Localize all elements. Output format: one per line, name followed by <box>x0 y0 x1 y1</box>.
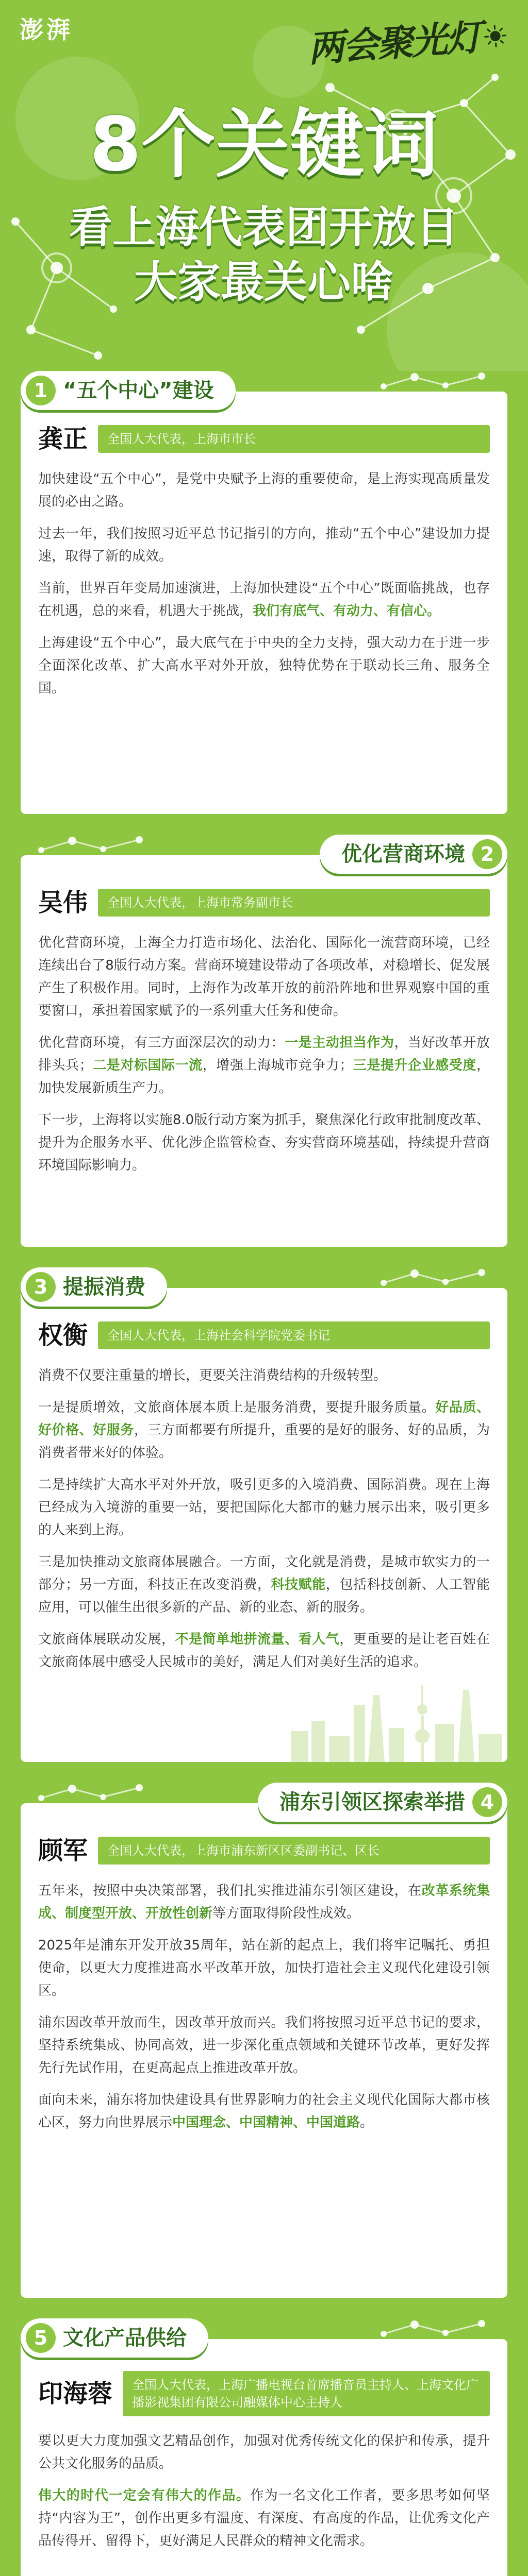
keyword-sections <box>0 371 528 2576</box>
skyline-buildings <box>291 1685 502 1762</box>
quote-paragraph <box>38 1934 490 2002</box>
quote-paragraph <box>38 522 490 568</box>
section-tab <box>258 1783 507 1822</box>
quote-paragraph <box>38 577 490 622</box>
speaker-name: 印海蓉 <box>38 2379 113 2408</box>
quote-paragraph <box>38 1031 490 1099</box>
quote-text: 要以更大力度加强文艺精品创作，加强对优秀传统文化的保护和传承，提升公共文化服务的品质。 <box>38 2433 490 2471</box>
quote-text: 等方面取得阶段性成效。 <box>212 1906 360 1921</box>
node-cluster-decoration <box>378 372 492 392</box>
quote-paragraph <box>38 2011 490 2079</box>
quote-text: 过去一年，我们按照习近平总书记指引的方向，推动“五个中心”建设加力提速，取得了新的成效。 <box>38 526 490 564</box>
quote-text: 下一步，上海将以实施8.0版行动方案为抓手，聚焦深化行政审批制度改革、提升为企服务水平、优化涉企监管检查、夯实营商环境基础，持续提升营商环境国际影响力。 <box>38 1112 490 1173</box>
quote-highlight: 科技赋能 <box>271 1577 326 1592</box>
section-number: 4 <box>472 1787 502 1817</box>
section-title: 浦东引领区探索举措 <box>279 1790 465 1814</box>
quote-highlight: 不是简单地拼流量、看人气 <box>175 1632 340 1647</box>
quote-text: 一是提质增效，文旅商体展本质上是服务消费，要提升服务质量。 <box>38 1400 436 1415</box>
speaker-name: 龚正 <box>38 425 88 453</box>
quote-highlight: 二是对标国际一流 <box>92 1058 203 1073</box>
keyword-section-5 <box>0 2318 528 2576</box>
node-dots <box>381 2320 485 2337</box>
quote-text: 三是加快推动文旅商体展融合。一方面，文化就是消费，是城市软实力的一部分；另一方面，科技正在改变消费， <box>38 1554 490 1592</box>
quote-text: 优化营商环境，有三方面深层次的动力： <box>38 1035 285 1050</box>
quote-paragraph <box>38 1879 490 1925</box>
quote-text: 文旅商体展联动发展， <box>38 1632 175 1647</box>
quote-text: 上海建设“五个中心”，最大底气在于中央的全力支持，强大动力在于进一步全面深化改革、扩大高水平对外开放，独特优势在于联动长三角、服务全国。 <box>38 635 490 696</box>
quote-highlight: 改革系统集成、制度型开放、开放性创新 <box>38 1883 490 1921</box>
quote-highlight: 伟大的时代一定会有伟大的作品。 <box>38 2488 251 2503</box>
speaker-name: 吴伟 <box>38 888 88 917</box>
speaker-role: 全国人大代表，上海市市长 <box>98 425 490 453</box>
quote-text: ，包括科技创新、人工智能应用，可以催生出很多新的产品、新的业态、新的服务。 <box>38 1577 490 1615</box>
quote-paragraph <box>38 1364 490 1387</box>
node-links <box>384 376 482 386</box>
speaker <box>38 2371 490 2416</box>
node-dots <box>381 372 485 389</box>
section-panel <box>21 2339 507 2576</box>
node-dots <box>381 1269 485 1286</box>
node-links <box>41 1788 139 1798</box>
quote-text: 作为一名文化工作者，要多思考如何坚持“内容为王”，创作出更多有温度、有深度、有高度的作品，让优秀文化产品传得开、留得下，更好满足人民群众的精神文化需求。 <box>38 2488 490 2549</box>
speaker <box>38 1320 490 1351</box>
node-cluster-decoration <box>378 2319 492 2339</box>
keyword-section-1 <box>0 371 528 835</box>
quote-text: ，增强上海城市竞争力； <box>202 1058 353 1073</box>
brand-logo: 澎湃 <box>20 16 73 44</box>
quote-paragraph <box>38 2430 490 2475</box>
quote-text: 2025年是浦东开发开放35周年，站在新的起点上，我们将牢记嘱托、勇担使命，以更大力度推进高水平改革开放，加快打造社会主义现代化建设引领区。 <box>38 1938 490 1998</box>
section-number: 3 <box>26 1272 56 1302</box>
node-links <box>384 1273 482 1283</box>
node-dots <box>38 836 143 853</box>
section-panel <box>21 1288 507 1762</box>
subtitle-line-1: 看上海代表团开放日 <box>69 202 459 252</box>
quote-paragraph <box>38 2484 490 2552</box>
quote-text: 优化营商环境，上海全力打造市场化、法治化、国际化一流营商环境，已经连续出台了8版行动方案。营商环境建设带动了各项改革，对稳增长、促发展产生了积极作用。同时，上海作为改革开放的前沿阵地和世界观察中国的重要窗口，承担着国家赋予的一系列重大任务和使命。 <box>38 935 490 1019</box>
quote-text: 面向未来，浦东将加快建设具有世界影响力的社会主义现代化国际大都市核心区，努力向世界展示 <box>38 2092 490 2130</box>
quote-text: 当前，世界百年变局加速演进，上海加快建设“五个中心”既面临挑战，也存在机遇，总的来看，机遇大于挑战， <box>38 581 490 619</box>
header <box>0 0 528 371</box>
quote-paragraph <box>38 1628 490 1673</box>
quote-paragraph <box>38 632 490 700</box>
section-title: 优化营商环境 <box>341 842 465 866</box>
quote-paragraph <box>38 2089 490 2134</box>
quote-highlight: 中国理念、中国精神、中国道路 <box>172 2115 360 2130</box>
quote-paragraph <box>38 468 490 513</box>
speaker-name: 权衡 <box>38 1321 88 1350</box>
quote-paragraph <box>38 1551 490 1619</box>
section-tab <box>21 2318 208 2358</box>
section-tab <box>21 1267 167 1307</box>
speaker <box>38 423 490 454</box>
quote-text: 。 <box>360 2115 374 2130</box>
quote-paragraph <box>38 1473 490 1541</box>
speaker <box>38 887 490 918</box>
quote-paragraph <box>38 931 490 1022</box>
node-links <box>41 840 139 850</box>
keyword-section-4 <box>0 1783 528 2318</box>
speaker-role: 全国人大代表，上海广播电视台首席播音员主持人、上海文化广播影视集团有限公司融媒体中心主持人 <box>123 2371 490 2416</box>
node-cluster-decoration <box>36 836 150 855</box>
node-cluster-decoration <box>378 1268 492 1288</box>
speaker-role: 全国人大代表，上海市常务副市长 <box>98 889 490 917</box>
quote-text: 加快建设“五个中心”，是党中央赋予上海的重要使命，是上海实现高质量发展的必由之路。 <box>38 471 490 510</box>
quote-text: 五年来，按照中央决策部署，我们扎实推进浦东引领区建设，在 <box>38 1883 422 1899</box>
quote-text: ，加快发展新质生产力。 <box>38 1058 490 1096</box>
speaker-role: 全国人大代表，上海市浦东新区区委副书记、区长 <box>98 1837 490 1865</box>
section-panel <box>21 855 507 1247</box>
section-number: 1 <box>26 376 56 405</box>
quote-text: 消费不仅要注重量的增长，更要关注消费结构的升级转型。 <box>38 1368 387 1383</box>
section-panel <box>21 1803 507 2298</box>
speaker-role: 全国人大代表，上海社会科学院党委书记 <box>98 1321 490 1349</box>
quote-highlight: 好品质、好价格、好服务 <box>38 1400 490 1438</box>
quote-text: 浦东因改革开放而生，因改革开放而兴。我们将按照习近平总书记的要求，坚持系统集成、协同高效，进一步深化重点领域和关键环节改革，更好发挥先行先试作用，在更高起点上推进改革开放。 <box>38 2015 490 2076</box>
keyword-section-3 <box>0 1267 528 1783</box>
quote-highlight: 一是主动担当作为 <box>285 1035 394 1050</box>
section-tab <box>21 371 236 410</box>
quote-text: ，三方面都要有所提升，重要的是好的服务、好的品质，为消费者带来好的体验。 <box>38 1422 490 1461</box>
quote-text: ，更重要的是让老百姓在文旅商体展中感受人民城市的美好，满足人们对美好生活的追求。 <box>38 1632 490 1670</box>
main-title: 8个关键词 <box>89 101 439 188</box>
quote-paragraph <box>38 1396 490 1464</box>
shanghai-skyline-illustration <box>286 1685 507 1762</box>
quote-text: ，当好改革开放排头兵； <box>38 1035 490 1073</box>
quote-text: 二是持续扩大高水平对外开放，吸引更多的入境消费、国际消费。现在上海已经成为入境游的重要一站，要把国际化大都市的魅力展示出来，吸引更多的人来到上海。 <box>38 1477 490 1538</box>
campaign-title: 两会聚光灯 <box>306 15 482 71</box>
speaker-name: 顾军 <box>38 1836 88 1865</box>
section-title: 提振消费 <box>63 1275 145 1299</box>
spotlight-icon <box>483 24 508 49</box>
speaker <box>38 1835 490 1866</box>
quote-highlight: 我们有底气、有动力、有信心。 <box>253 603 441 619</box>
subtitle-line-2: 大家最关心啥 <box>134 257 394 307</box>
node-dots <box>38 1784 143 1801</box>
node-cluster-decoration <box>36 1784 150 1803</box>
section-title: 文化产品供给 <box>63 2326 187 2350</box>
quote-paragraph <box>38 1109 490 1177</box>
keyword-section-2 <box>0 835 528 1267</box>
section-tab <box>320 835 507 874</box>
section-panel <box>21 392 507 814</box>
node-links <box>384 2324 482 2334</box>
section-number: 5 <box>26 2323 56 2353</box>
quote-highlight: 三是提升企业感受度 <box>353 1058 476 1073</box>
section-title: “五个中心”建设 <box>63 379 214 402</box>
section-number: 2 <box>472 839 502 869</box>
